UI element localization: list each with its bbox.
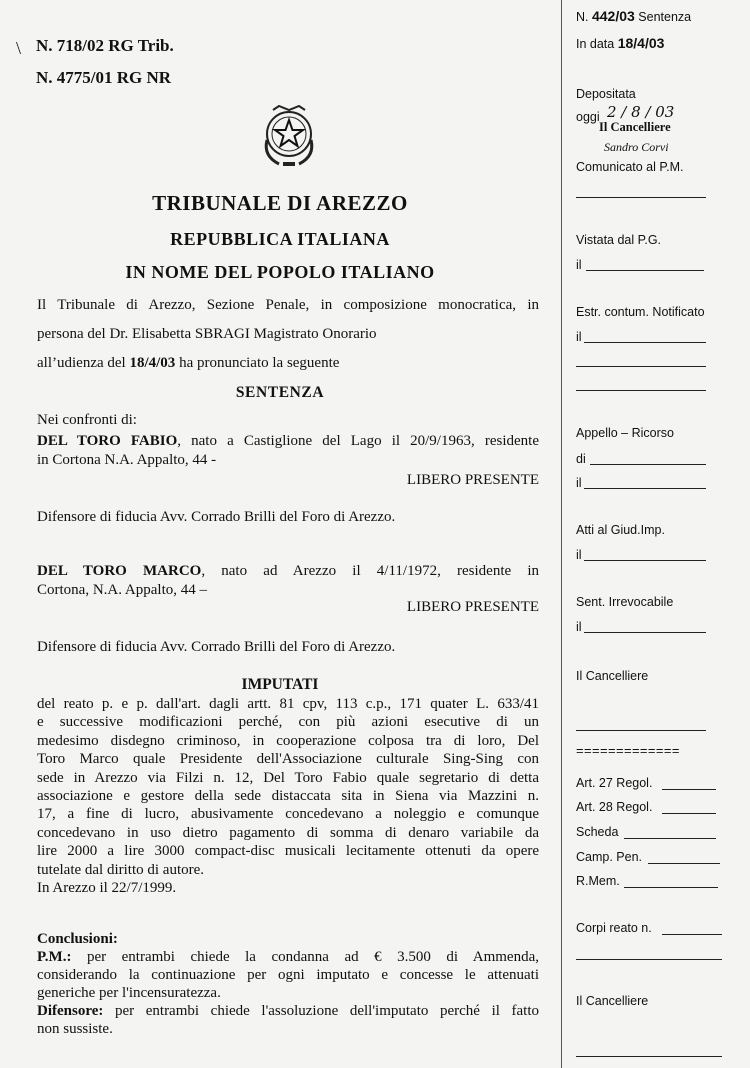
registry-margin [562, 0, 750, 1068]
defendant-2-name: DEL TORO MARCO [37, 563, 202, 579]
charge-line: e successive modificazioni perché, con più azioni esecutive di un [37, 714, 539, 731]
atti-label: Atti al Giud.Imp. [576, 523, 665, 537]
intro-line-2: persona del Dr. Elisabetta SBRAGI Magistrato Onorario [37, 326, 377, 342]
blank-line [624, 838, 716, 839]
imputati-heading: IMPUTATI [241, 676, 319, 693]
appello-label: Appello – Ricorso [576, 426, 674, 440]
irrevocabile-label: Sent. Irrevocabile [576, 595, 674, 609]
blank-line [584, 632, 706, 633]
intro-line-3: all’udienza del 18/4/03 ha pronunciato la seguente [37, 355, 340, 371]
court-title: TRIBUNALE DI AREZZO [152, 191, 408, 215]
defendant-1-status: LIBERO PRESENTE [406, 472, 539, 488]
charge-line: medesimo disdegno criminoso, in cooperazione colposa tra di loro, Del [37, 732, 539, 749]
pm-line-2: considerando la continuazione per ogni imputato e concesse le attenuati [37, 967, 539, 983]
charge-line: 17, a fine di lucro, abusivamente concedevano a noleggio e comunque [37, 806, 539, 823]
defendant-1-lawyer: Difensore di fiducia Avv. Corrado Brilli del Foro di Arezzo. [37, 509, 396, 525]
cancelliere-label-1: Il Cancelliere [576, 669, 649, 683]
blank-line [662, 789, 716, 790]
italian-emblem-icon [253, 100, 325, 172]
charge-line: del reato p. e p. dall'art. dagli artt. 81 cpv, 113 c.p., 171 quater L. 633/41 [37, 696, 539, 712]
nei-confronti: Nei confronti di: [37, 412, 137, 428]
depositata-label: Depositata [576, 87, 636, 101]
charge-text [37, 695, 539, 897]
corpi-reato-label: Corpi reato n. [576, 921, 652, 935]
vistata-label: Vistata dal P.G. [576, 233, 662, 247]
defendant-1-line-1: DEL TORO FABIO, nato a Castiglione del Lago il 20/9/1963, residente [37, 433, 539, 449]
deposit-date-handwritten: 2 / 8 / 03 [607, 103, 675, 121]
charge-line: lire 2000 a lire 3000 compact-disc musicali lecitamente ottenuti da opere [37, 843, 539, 860]
cancelliere-label-2: Il Cancelliere [576, 994, 649, 1008]
charge-line: concedevano in uso dietro pagamento di somma di denaro variabile da [37, 824, 539, 841]
sentence-number: N. 442/03 Sentenza [576, 8, 692, 24]
defendant-1-name: DEL TORO FABIO [37, 433, 178, 449]
rg-trib-number: N. 718/02 RG Trib. [36, 36, 174, 55]
defendant-2-lawyer: Difensore di fiducia Avv. Corrado Brilli del Foro di Arezzo. [37, 639, 396, 655]
charge-line: sede in Arezzo via Filzi n. 12, Del Toro Fabio quale segretario di detta [37, 769, 539, 786]
pm-line-3: generiche per l'incensuratezza. [37, 985, 221, 1001]
blank-line [576, 390, 706, 391]
blank-line [576, 366, 706, 367]
oggi-label: oggi [576, 110, 600, 124]
defense-line-1: Difensore: per entrambi chiede l'assoluzione dell'imputato perché il fatto [37, 1003, 539, 1019]
cancelliere-stamp-name: Sandro Corvi [604, 140, 669, 154]
charge-line: tutelate dal diritto di autore. [37, 861, 205, 878]
rmem-label: R.Mem. [576, 874, 620, 888]
defense-label: Difensore: [37, 1003, 104, 1019]
republic-title: REPUBBLICA ITALIANA [170, 229, 390, 249]
conclusions-heading: Conclusioni: [37, 931, 118, 947]
sentenza-heading: SENTENZA [235, 384, 325, 401]
blank-line [590, 464, 706, 465]
blank-line [662, 813, 716, 814]
charge-line: associazione e gestore della sede distaccata sita in Siena via Mazzini n. [37, 788, 539, 805]
rg-nr-number: N. 4775/01 RG NR [36, 68, 172, 87]
blank-line [576, 1056, 722, 1057]
defendant-2-address: Cortona, N.A. Appalto, 44 – [37, 582, 207, 598]
blank-line [624, 887, 718, 888]
blank-line [576, 730, 706, 731]
atti-il: il [576, 548, 582, 562]
conclusions [37, 930, 539, 1038]
blank-line [648, 863, 720, 864]
people-title: IN NOME DEL POPOLO ITALIANO [125, 262, 435, 282]
separator-equals: ============= [576, 743, 680, 758]
hearing-date: 18/4/03 [129, 355, 176, 371]
blank-line [584, 342, 706, 343]
cancelliere-stamp: Il Cancelliere [599, 120, 671, 134]
estratto-il: il [576, 330, 582, 344]
art28-label: Art. 28 Regol. [576, 800, 653, 814]
sentence-date: In data 18/4/03 [576, 35, 665, 51]
irrevocabile-il: il [576, 620, 582, 634]
art27-label: Art. 27 Regol. [576, 776, 653, 790]
scheda-label: Scheda [576, 825, 619, 839]
blank-line [662, 934, 722, 935]
intro-line-1: Il Tribunale di Arezzo, Sezione Penale, in composizione monocratica, in [37, 297, 539, 313]
vistata-il: il [576, 258, 582, 272]
defendant-2-status: LIBERO PRESENTE [406, 599, 539, 615]
appello-di: di [576, 452, 586, 466]
defendant-1-address: in Cortona N.A. Appalto, 44 - [37, 452, 217, 468]
comunicato-label: Comunicato al P.M. [576, 160, 684, 174]
tick-mark: \ [16, 38, 22, 58]
camp-pen-label: Camp. Pen. [576, 850, 643, 864]
charge-place-date: In Arezzo il 22/7/1999. [37, 880, 177, 897]
blank-line [584, 560, 706, 561]
pm-line-1: P.M.: per entrambi chiede la condanna ad € 3.500 di Ammenda, [37, 949, 539, 965]
blank-line [576, 197, 706, 198]
appello-il: il [576, 476, 582, 490]
blank-line [584, 488, 706, 489]
estratto-label: Estr. contum. Notificato [576, 305, 705, 319]
blank-line [586, 270, 704, 271]
pm-label: P.M.: [37, 949, 72, 965]
defense-line-2: non sussiste. [37, 1021, 113, 1037]
blank-line [576, 959, 722, 960]
charge-line: Toro Marco quale Presidente dell'Associazione culturale Sing-Sing con [37, 751, 539, 768]
defendant-2-line-1: DEL TORO MARCO, nato ad Arezzo il 4/11/1972, residente in [37, 563, 539, 579]
